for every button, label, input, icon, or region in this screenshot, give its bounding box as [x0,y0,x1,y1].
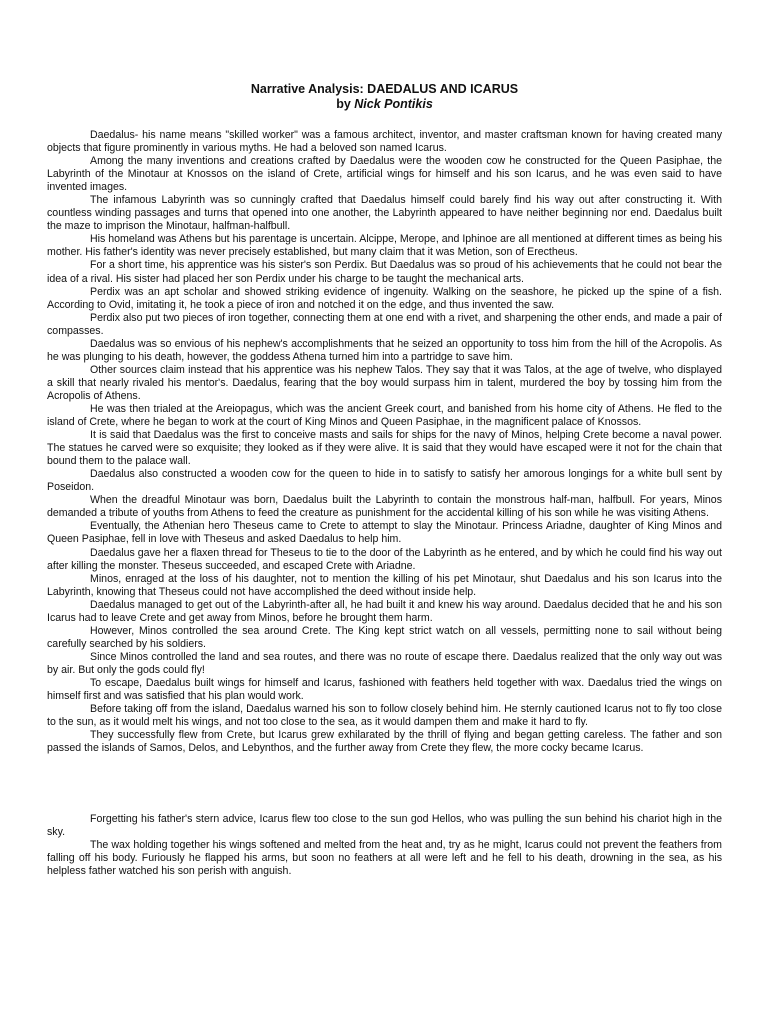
paragraph: Daedalus- his name means "skilled worker" was a famous architect, inventor, and master craftsman known for having created many objects that figure prominently in various myths. He had a beloved son named Icarus. [47,129,722,155]
paragraph: His homeland was Athens but his parentage is uncertain. Alcippe, Merope, and Iphinoe are all mentioned at different times as being his mother. His father's identity was never precisely established, but many claim that it was Metion, son of Erectheus. [47,233,722,259]
paragraph: For a short time, his apprentice was his sister's son Perdix. But Daedalus was so proud of his achievements that he could not bear the idea of a rival. His sister had placed her son Perdix under his charge to be taught the mechanical arts. [47,259,722,285]
document-body [47,129,722,878]
paragraph: The infamous Labyrinth was so cunningly crafted that Daedalus himself could barely find his way out after constructing it. With countless winding passages and turns that opened into one another, the Labyrinth appeared to have neither beginning nor end. Daedalus built the maze to imprison the Minotaur, halfman-halfbull. [47,194,722,233]
paragraph: Eventually, the Athenian hero Theseus came to Crete to attempt to slay the Minotaur. Princess Ariadne, daughter of King Minos and Queen Pasiphae, fell in love with Theseus and asked Daedalus to help him. [47,520,722,546]
document-page [47,82,722,878]
paragraph: Among the many inventions and creations crafted by Daedalus were the wooden cow he constructed for the Queen Pasiphae, the Labyrinth of the Minotaur at Knossos on the island of Crete, artificial wings for himself and his son Icarus, and he was even said to have invented images. [47,155,722,194]
paragraph: They successfully flew from Crete, but Icarus grew exhilarated by the thrill of flying and began getting careless. The father and son passed the islands of Samos, Delos, and Lebynthos, and the further away from Crete they flew, the more cocky became Icarus. [47,729,722,755]
paragraph: Daedalus managed to get out of the Labyrinth-after all, he had built it and knew his way around. Daedalus decided that he and his son Icarus had to leave Crete and get away from Minos, before he brought them harm. [47,598,722,624]
author-name: Nick Pontikis [354,97,433,111]
title-block [47,82,722,112]
paragraph: When the dreadful Minotaur was born, Daedalus built the Labyrinth to contain the monstrous half-man, halfbull. For years, Minos demanded a tribute of youths from Athens to feed the creature as punishment for the accidental killing of his son while he was visiting Athens. [47,494,722,520]
paragraph: Before taking off from the island, Daedalus warned his son to follow closely behind him. He sternly cautioned Icarus not to fly too close to the sun, as it would melt his wings, and not too close to the sea, as it would dampen them and make it hard to fly. [47,703,722,729]
paragraph: Daedalus also constructed a wooden cow for the queen to hide in to satisfy to satisfy her amorous longings for a white bull sent by Poseidon. [47,468,722,494]
byline [47,97,722,112]
paragraph: It is said that Daedalus was the first to conceive masts and sails for ships for the navy of Minos, helping Crete become a naval power. The statues he carved were so exquisite; they looked as if they were alive. It is said that they would have escaped were it not for the chain that bound them to the palace wall. [47,429,722,468]
paragraph: Daedalus gave her a flaxen thread for Theseus to tie to the door of the Labyrinth as he entered, and by which he could find his way out after killing the monster. Theseus succeeded, and escaped Crete with Ariadne. [47,546,722,572]
paragraph: Other sources claim instead that his apprentice was his nephew Talos. They say that it was Talos, at the age of twelve, who displayed a skill that nearly rivaled his mentor's. Daedalus, fearing that the boy would surpass him in talent, murdered the boy by tossing him from the Acropolis of Athens. [47,363,722,402]
paragraph: Daedalus was so envious of his nephew's accomplishments that he seized an opportunity to toss him from the hill of the Acropolis. As he was plunging to his death, however, the goddess Athena turned him into a partridge to save him. [47,337,722,363]
paragraph: Perdix was an apt scholar and showed striking evidence of ingenuity. Walking on the seashore, he picked up the spine of a fish. According to Ovid, imitating it, he took a piece of iron and notched it on the edge, and thus invented the saw. [47,285,722,311]
paragraph: Perdix also put two pieces of iron together, connecting them at one end with a rivet, and sharpening the other ends, and made a pair of compasses. [47,311,722,337]
paragraph: Forgetting his father's stern advice, Icarus flew too close to the sun god Hellos, who was pulling the sun behind his chariot high in the sky. [47,813,722,839]
byline-prefix: by [336,97,355,111]
paragraph: He was then trialed at the Areiopagus, which was the ancient Greek court, and banished from his home city of Athens. He fled to the island of Crete, where he began to work at the court of King Minos and Queen Pasiphae, in the magnificent palace of Knossos. [47,402,722,429]
paragraph: Minos, enraged at the loss of his daughter, not to mention the killing of his pet Minotaur, shut Daedalus and his son Icarus into the Labyrinth, knowing that Theseus could not have accomplished the deed without inside help. [47,572,722,598]
paragraph: However, Minos controlled the sea around Crete. The King kept strict watch on all vessels, permitting none to sail without being carefully searched by his soldiers. [47,624,722,650]
document-title: Narrative Analysis: DAEDALUS AND ICARUS [250,82,519,96]
paragraph: The wax holding together his wings softened and melted from the heat and, try as he might, Icarus could not prevent the feathers from falling off his body. Furiously he flapped his arms, but soon no feathers at all were left and he fell to his death, drowning in the sea, as his helpless father watched his son perish with anguish. [47,839,722,878]
paragraph: To escape, Daedalus built wings for himself and Icarus, fashioned with feathers held together with wax. Daedalus tried the wings on himself first and was satisfied that his plan would work. [47,676,722,703]
paragraph: Since Minos controlled the land and sea routes, and there was no route of escape there. Daedalus realized that the only way out was by air. But only the gods could fly! [47,650,722,676]
